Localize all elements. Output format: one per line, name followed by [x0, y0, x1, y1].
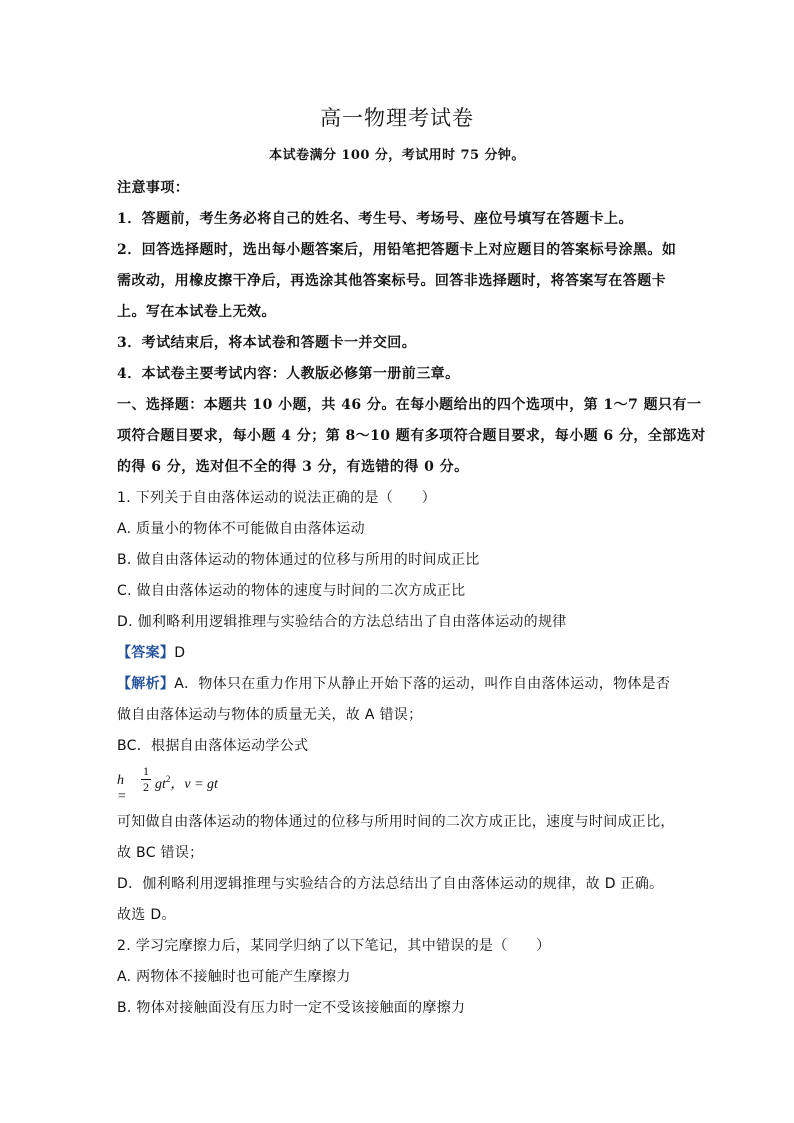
question-1-conclusion: 故选 D。	[117, 907, 176, 923]
question-1-option-b: B. 做自由落体运动的物体通过的位移与所用的时间成正比	[117, 552, 480, 568]
question-1-option-a: A. 质量小的物体不可能做自由落体运动	[117, 521, 365, 537]
question-1-analysis-line-4: 可知做自由落体运动的物体通过的位移与所用时间的二次方成正比，速度与时间成正比，	[117, 814, 675, 830]
note-item-2-line-3: 上。写在本试卷上无效。	[117, 304, 276, 320]
note-item-2-line-1: 2．回答选择题时，选出每小题答案后，用铅笔把答题卡上对应题目的答案标号涂黑。如	[117, 242, 677, 258]
question-1-analysis-line-6: D．伽利略利用逻辑推理与实验结合的方法总结出了自由落体运动的规律，故 D 正确。	[117, 876, 664, 892]
question-1-analysis-line-1	[117, 674, 670, 694]
question-2-option-a: A. 两物体不接触时也可能产生摩擦力	[117, 969, 351, 985]
fraction-denominator: 2	[143, 780, 149, 794]
question-1-analysis-line-5: 故 BC 错误；	[117, 845, 204, 861]
answer-value: D	[174, 645, 186, 661]
formula-fraction	[141, 765, 151, 794]
question-1-option-c: C. 做自由落体运动的物体的速度与时间的二次方成正比	[117, 583, 466, 599]
formula-exponent: 2	[165, 774, 171, 784]
question-1-answer	[117, 643, 185, 663]
question-2-option-b: B. 物体对接触面没有压力时一定不受该接触面的摩擦力	[117, 1000, 466, 1016]
question-2-stem: 2. 学习完摩擦力后，某同学归纳了以下笔记，其中错误的是（ ）	[117, 938, 551, 954]
question-1-option-d: D. 伽利略利用逻辑推理与实验结合的方法总结出了自由落体运动的规律	[117, 614, 567, 630]
exam-subtitle: 本试卷满分 100 分，考试用时 75 分钟。	[269, 148, 525, 163]
page-title: 高一物理考试卷	[320, 106, 474, 130]
fraction-numerator: 1	[143, 764, 149, 778]
analysis-text: A．物体只在重力作用下从静止开始下落的运动，叫作自由落体运动，物体是否	[174, 676, 671, 692]
question-1-analysis-line-3: BC．根据自由落体运动学公式	[117, 738, 309, 754]
question-1-stem: 1. 下列关于自由落体运动的说法正确的是（ ）	[117, 490, 437, 506]
question-1-analysis-line-2: 做自由落体运动与物体的质量无关，故 A 错误；	[117, 707, 423, 723]
section-1-line-3: 的得 6 分，选对但不全的得 3 分，有选错的得 0 分。	[117, 459, 469, 475]
section-1-line-2: 项符合题目要求，每小题 4 分；第 8～10 题有多项符合题目要求，每小题 6 分，全部选对	[117, 428, 706, 444]
note-item-2-line-2: 需改动，用橡皮擦干净后，再选涂其他答案标号。回答非选择题时，将答案写在答题卡	[117, 273, 667, 289]
note-item-3: 3．考试结束后，将本试卷和答题卡一并交回。	[117, 335, 417, 351]
section-1-line-1: 一、选择题：本题共 10 小题，共 46 分。在每小题给出的四个选项中，第 1～7 题只有一	[117, 397, 702, 413]
note-item-4: 4．本试卷主要考试内容：人教版必修第一册前三章。	[117, 366, 460, 382]
formula-h: h =	[117, 773, 127, 804]
formula-velocity: ，v = gt	[170, 777, 218, 792]
notes-heading: 注意事项：	[117, 180, 190, 196]
note-item-1: 1．答题前，考生务必将自己的姓名、考生号、考场号、座位号填写在答题卡上。	[117, 211, 633, 227]
formula-g: gt	[155, 777, 166, 792]
formula-rest	[155, 773, 218, 793]
analysis-tag: 【解析】	[117, 676, 175, 692]
answer-tag: 【答案】	[117, 645, 175, 661]
